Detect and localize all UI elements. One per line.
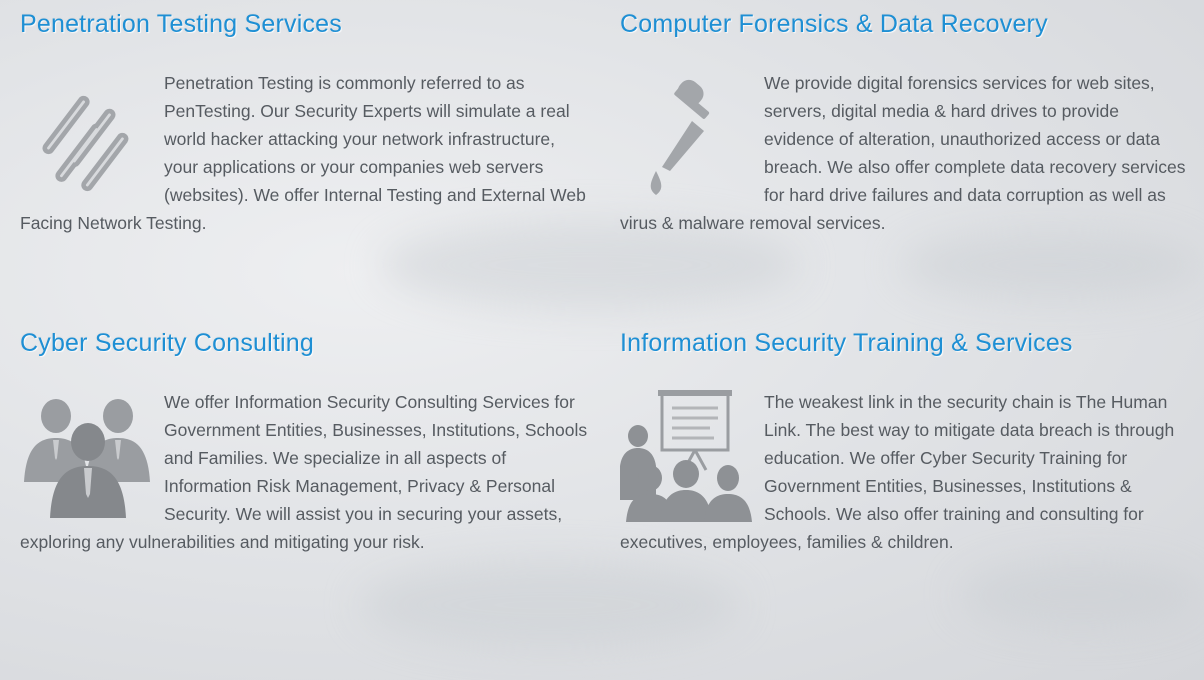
service-penetration-testing xyxy=(20,10,590,237)
section-body xyxy=(620,388,1190,556)
dropper-icon xyxy=(620,71,752,203)
section-title: Computer Forensics & Data Recovery xyxy=(620,10,1048,38)
background-cloud xyxy=(900,230,1200,300)
section-title: Cyber Security Consulting xyxy=(20,329,315,357)
section-body xyxy=(20,388,590,556)
presentation-training-icon xyxy=(620,390,752,522)
service-cyber-security-consulting xyxy=(20,329,590,556)
service-computer-forensics xyxy=(620,10,1190,237)
section-text: We offer Information Security Consulting Services for Government Entities, Businesses, Institutions, Schools and Families. We specialize in all aspects of Information Risk Management, Privacy & Personal Security. We will assist you in securing your assets, exploring any vulnerabilities and mitigating your risk. xyxy=(20,392,588,552)
service-security-training xyxy=(620,329,1190,556)
background-cloud xyxy=(360,560,740,650)
section-title: Penetration Testing Services xyxy=(20,10,342,38)
section-body xyxy=(620,69,1190,237)
section-text: Penetration Testing is commonly referred to as PenTesting. Our Security Experts will simulate a real world hacker attacking your network infrastructure, your applications or your companies web servers (websites). We offer Internal Testing and External Web Facing Network Testing. xyxy=(20,73,586,233)
section-body xyxy=(20,69,590,237)
chain-link-icon xyxy=(30,71,152,203)
section-text: The weakest link in the security chain is The Human Link. The best way to mitigate data breach is through education. We offer Cyber Security Training for Government Entities, Businesses, Institutions & Schools. We also offer training and consulting for executives, employees, families & children. xyxy=(620,392,1175,552)
people-group-icon xyxy=(20,390,152,522)
background-cloud xyxy=(960,560,1200,630)
section-title: Information Security Training & Services xyxy=(620,329,1073,357)
section-text: We provide digital forensics services for web sites, servers, digital media & hard drives to provide evidence of alteration, unauthorized access or data breach. We also offer complete data recovery services for hard drive failures and data corruption as well as virus & malware removal services. xyxy=(620,73,1186,233)
